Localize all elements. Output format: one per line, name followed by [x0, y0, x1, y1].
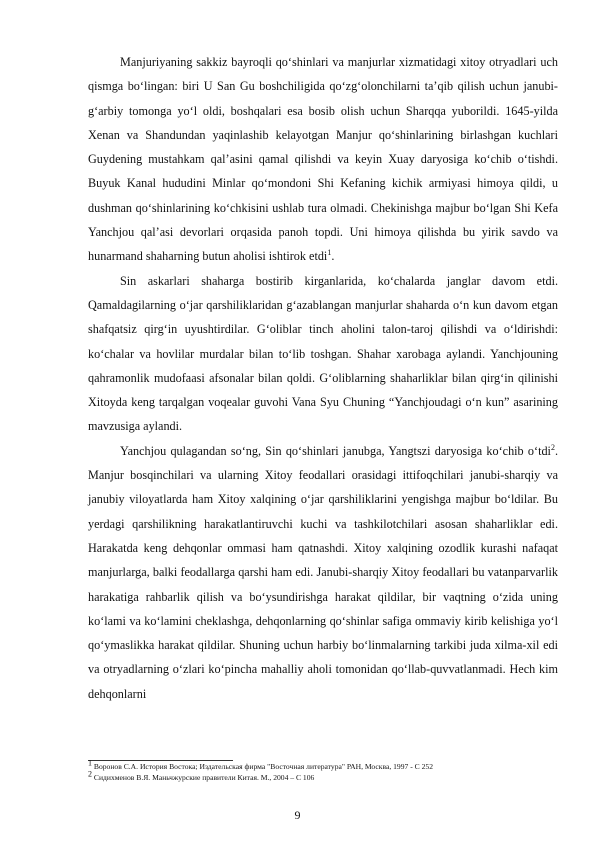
footnote-ref-1[interactable]: 1 [327, 248, 332, 258]
body-text [88, 50, 558, 706]
footnote-1-number: 1 [88, 758, 92, 768]
footnote-ref-2[interactable]: 2 [550, 442, 555, 452]
footnotes [88, 758, 558, 783]
footnote-2-number: 2 [88, 768, 92, 778]
paragraph-3-text-a: Yanchjou qulagandan so‘ng, Sin qo‘shinlari janubga, Yangtszi daryosiga ko‘chib o‘tdi [120, 443, 551, 458]
paragraph-1-text: Manjuriyaning sakkiz bayroqli qo‘shinlari va manjurlar xizmatidagi xitoy otryadlari uch qismga bo‘lingan: biri U San Gu boshchiligida qo‘zg‘olonchilarni ta’qib qilish uchun janubi-g‘arbiy tomonga yo‘l oldi, boshqalari esa bosib olish uchun Sharqqa yuborildi. 1645-yilda Xenan va Shandundan yaqinlashib kelayotgan Manjur qo‘shinlarining birlashgan kuchlari Guydening mustahkam qal’asini qamal qilishdi va keyin Xuay daryosiga ko‘chib o‘tishdi. Buyuk Kanal hududini Minlar qo‘mondoni Shi Kefaning kichik armiyasi himoya qildi, u dushman qo‘shinlarining ko‘chkisini ushlab tura olmadi. Chekinishga majbur bo‘lgan Shi Kefa Yanchjou qal’asi devorlari orqasida panoh topdi. Uni himoya qilishda bu yirik savdo va hunarmand shaharning butun aholisi ishtirok etdi [88, 55, 558, 264]
footnote-2-text: Сидихменов В.Я. Маньчжурские правители Китая. М., 2004 – С 106 [92, 772, 315, 782]
footnote-separator [88, 760, 233, 761]
footnote-1 [88, 758, 558, 773]
footnote-1-text: Воронов С.А. История Востока; Издательская фирма "Восточная литература" РАН, Москва, 1997 - С 252 [92, 762, 433, 771]
page-number: 9 [294, 808, 301, 822]
footnote-2 [88, 768, 558, 784]
paragraph-1-end: . [331, 249, 335, 264]
paragraph-2: Sin askarlari shaharga bostirib kirganlarida, ko‘chalarda janglar davom etdi. Qamaldagilarning o‘jar qarshiliklaridan g‘azablangan manjurlar shaharda o‘n kun davom etgan shafqatsiz qirg‘in uyushtirdilar. G‘oliblar tinch aholini talon-taroj qilishdi va o‘ldirishdi: ko‘chalar va hovlilar murdalar bilan to‘lib toshgan. Shahar xarobaga aylandi. Yanchjouning qahramonlik mudofaasi afsonalar bilan qoldi. G‘oliblarning shaharliklar bilan qirg‘in qilinishi Xitoyda keng tarqalgan voqealar guvohi Vana Syu Chuning “Yanchjoudagi o‘n kun” asarining mavzusiga aylandi. [88, 273, 558, 434]
paragraph-3-text-b: . Manjur bosqinchilari va ularning Xitoy feodallari orasidagi ittifoqchilari janubi-sharqiy va janubiy viloyatlarda ham Xitoy xalqining o‘jar qarshiliklarini yengishga majbur bo‘ldilar. Bu yerdagi qarshilikning harakatlantiruvchi kuchi va tashkilotchilari asosan shaharliklar edi. Harakatda keng dehqonlar ommasi ham qatnashdi. Xitoy xalqining ozodlik kurashi nafaqat manjurlarga, balki feodallarga qarshi ham edi. Janubi-sharqiy Xitoy feodallari bu vatanparvarlik harakatiga rahbarlik qilish va bo‘ysundirishga harakat qildilar, bir vaqtning o‘zida uning ko‘lami va ko‘lamini cheklashga, dehqonlarning qo‘shinlar safiga ommaviy kirib kelishiga yo‘l qo‘ymaslikka harakat qildilar. Shuning uchun harbiy bo‘linmalarning tarkibi juda xilma-xil edi va otryadlarning o‘zlari ko‘pincha mahalliy aholi tomonidan qo‘llab-quvvatlanmadi. Hech kim dehqonlarni [88, 443, 558, 701]
paragraph-1 [88, 50, 558, 269]
paragraph-3 [88, 439, 558, 706]
